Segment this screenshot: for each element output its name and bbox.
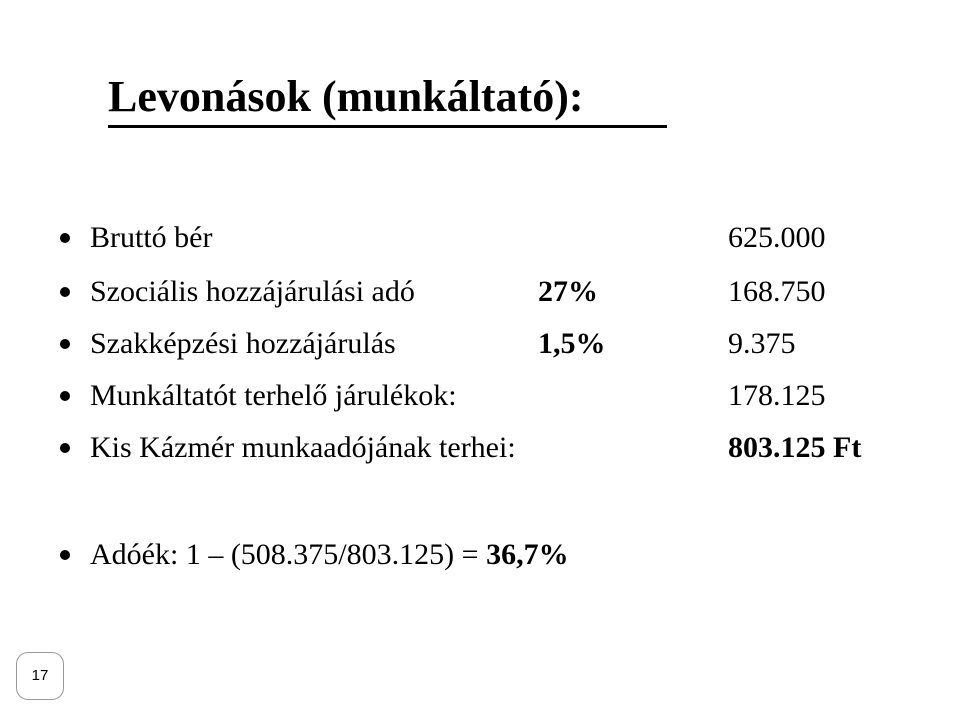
- item-label: Bruttó bér: [90, 221, 213, 254]
- item-rate: 27%: [538, 275, 598, 308]
- bullet-icon: [60, 287, 70, 297]
- list-item-szakkepzesi-hozzajarulas: [0, 324, 960, 364]
- adoek-formula: Adóék: 1 – (508.375/803.125) =: [90, 538, 487, 571]
- item-label: Kis Kázmér munkaadójának terhei:: [90, 431, 516, 464]
- list-item-szocialis-hozzajarulasi-ado: [0, 272, 960, 312]
- item-value: 168.750: [728, 275, 826, 308]
- item-rate: 1,5%: [538, 327, 606, 360]
- bullet-icon: [60, 550, 70, 560]
- slide-title: Levonások (munkáltató):: [108, 72, 584, 121]
- page-number: 17: [16, 652, 64, 700]
- item-label: Szakképzési hozzájárulás: [90, 327, 396, 360]
- list-item-munkaadoi-terhek: [0, 428, 960, 468]
- bullet-icon: [60, 391, 70, 401]
- item-label: Szociális hozzájárulási adó: [90, 275, 415, 308]
- list-item-munkaltatot-terhelo-jarulekok: [0, 376, 960, 416]
- title-underline: [108, 125, 667, 128]
- bullet-icon: [60, 339, 70, 349]
- item-value: 178.125: [728, 379, 826, 412]
- adoek-result: 36,7%: [486, 538, 569, 571]
- bullet-icon: [60, 443, 70, 453]
- bullet-icon: [60, 233, 70, 243]
- list-item-brutto-ber: [0, 218, 960, 258]
- list-item-adoek: [0, 535, 960, 575]
- item-value: 625.000: [728, 221, 826, 254]
- item-label: Munkáltatót terhelő járulékok:: [90, 379, 457, 412]
- item-value-total: 803.125 Ft: [728, 431, 862, 464]
- adoek-line: [90, 535, 569, 575]
- item-value: 9.375: [728, 327, 796, 360]
